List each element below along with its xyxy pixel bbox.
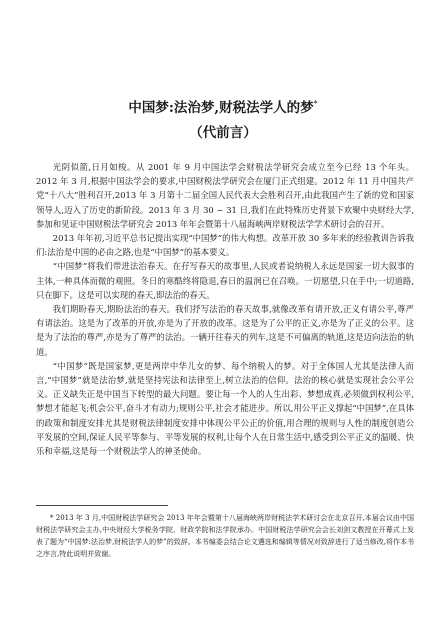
paragraph-1: 光阴似箭,日月如梭。从 2001 年 9 月中国法学会财税法学研究会成立至今已经 13 个年头。2012 年 3 月,根据中国法学会的要求,中国财税法学研究会在厦门正式组建。2012 年 11 月中国共产党“十八大”胜利召开,2013 年 3 月第十二届全国人民代表大会胜利召开,由此我国产生了新的党和国家领导人,迈入了历史的新阶段。2013 年 3 月 30 ~ 31 日,我们在此特殊历史背景下欢聚中央财经大学,参加和见证中国财税法学研究会 2013 年年会暨第十八届海峡两岸财税法学学术研讨会的召开。	[36, 162, 414, 229]
page-title	[0, 96, 446, 116]
footnote-mark: *	[50, 514, 54, 522]
title-footnote-mark: *	[313, 99, 318, 109]
paragraph-3: “中国梦”将我们带进法治春天。在孖写春天的故事里,人民或者说纳税人永远是国家一切大叙事的主体,一种具体而微的观照。冬日的寒酷终将隐退,春日的温润已在召唤。一切愿望,只在手中;一切道路,只在脚下。这是可以实现的春天,即法治的春天。	[36, 261, 414, 300]
paragraph-5: “中国梦”既是国家梦,更是两岸中华儿女的梦、每个纳税人的梦。对于全体国人尤其是法律人而言,“中国梦”就是法治梦,就是坚持宪法和法律至上,树立法治的信仰。法治的核心就是实现社会公平公义。正义缺失正是中国当下转型的最大问题。要让每一个人的人生出彩、梦想成真,必须做到权利公平,梦想才能起飞;机会公平,奋斗才有动力;规则公平,社会才能进步。所以,用公平正义撑起“中国梦”,在具体的政策和制度安排尤其是财税法律制度安排中体现公平公正的价值,用合理的规则与人性的制度创造公平发展的空间,保证人民平等参与、平等发展的权利,让每个人在日常生活中,感受到公平正义的温暖、快乐和幸福,这是每一个财税法学人的神圣使命。	[36, 360, 414, 457]
paragraph-2: 2013 年年初,习近平总书记提出实现“中国梦”的伟大构想。改革开放 30 多年来的经验教训告诉我们:法治是中国的必由之路,也是“中国梦”的基本要义。	[36, 233, 414, 258]
page-subtitle: （代前言）	[189, 125, 257, 141]
footnote-divider	[36, 505, 168, 506]
paragraph-4: 我们期盼春天,期盼法治的春天。我们抒写法治的春天故事,就像改革有请开放,正义有请公平,尊严有请法治。这是为了改革的开放,亦是为了开放的改革。这是为了公平的正义,亦是为了正义的公平。这是为了法治的尊严,亦是为了尊严的法治。一辆开往春天的列车,这是不可偏离的轨道,这是迈向法治的轨道。	[36, 304, 414, 357]
footnote-text: 2013 年 3 月,中国财税法学研究会 2013 年年会暨第十八届海峡两岸财税法学术研讨会在北京召开,本届会议由中国财税法学研究会主办,中央财经大学税务学院、财政学院和法学院承办。中国财税法学研究会会长刘剑文教授在开幕式上发表了题为“中国梦:法治梦,财税法学人的梦”的致辞。本书编委会结合论文遴选和编辑等情况对致辞进行了适当修改,将作本书之序言,特此说明并致谢。	[36, 514, 414, 558]
footnote	[36, 512, 414, 560]
title-text: 中国梦:法治梦,财税法学人的梦	[128, 100, 314, 116]
body-text	[36, 160, 414, 458]
